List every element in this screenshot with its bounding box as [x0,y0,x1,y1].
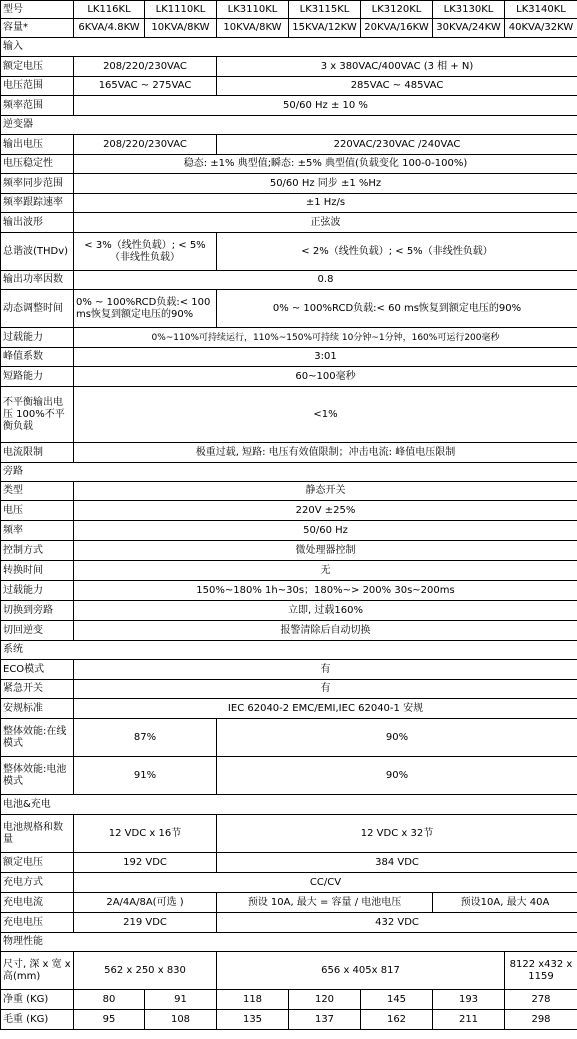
row-label: 电流限制 [1,443,74,463]
row-label: 控制方式 [1,541,74,561]
value-cell: 预设10A, 最大 40A [433,893,577,913]
table-row [1,155,577,174]
row-label: 类型 [1,482,74,501]
model-row [1,1,577,19]
row-label: 电池规格和数量 [1,815,74,853]
table-row [1,77,577,96]
value-cell: 220V ±25% [74,501,577,521]
value-cell: 120 [289,990,361,1010]
value-cell: 有 [74,680,577,699]
value-cell: 656 x 405x 817 [217,952,505,990]
value-cell: CC/CV [74,873,577,893]
value-cell: 2A/4A/8A(可选 ) [74,893,217,913]
row-label: 毛重 (KG) [1,1010,74,1030]
value-cell: 220VAC/230VAC /240VAC [217,135,577,155]
table-row [1,233,577,271]
value-cell: 219 VDC [74,913,217,933]
value-cell: 8122 x432 x 1159 [505,952,577,990]
value-cell: <1% [74,387,577,443]
model-cell: LK3140KL [505,1,577,19]
section-inverter: 逆变器 [1,116,577,135]
table-row [1,699,577,719]
section-row [1,933,577,952]
section-bypass: 旁路 [1,463,577,482]
row-label: 输出电压 [1,135,74,155]
section-row [1,463,577,482]
row-label: 频率同步范围 [1,174,74,194]
value-cell: 162 [361,1010,433,1030]
value-cell: 137 [289,1010,361,1030]
capacity-cell: 15KVA/12KW [289,19,361,38]
model-cell: LK3115KL [289,1,361,19]
value-cell: 135 [217,1010,289,1030]
row-label: 尺寸, 深 x 宽 x 高(mm) [1,952,74,990]
table-row [1,367,577,387]
table-row [1,135,577,155]
row-label: 电压稳定性 [1,155,74,174]
value-cell: 91% [74,757,217,795]
value-cell: 384 VDC [217,853,577,873]
value-cell: 50/60 Hz ± 10 % [74,96,577,116]
value-cell: IEC 62040-2 EMC/EMI,IEC 62040-1 安规 [74,699,577,719]
table-row [1,680,577,699]
model-cell: LK3120KL [361,1,433,19]
value-cell: 108 [145,1010,217,1030]
model-cell: LK3130KL [433,1,505,19]
value-cell: 静态开关 [74,482,577,501]
value-cell: 208/220/230VAC [74,135,217,155]
table-row [1,561,577,581]
table-row [1,853,577,873]
value-cell: 正弦波 [74,213,577,233]
capacity-cell: 10KVA/8KW [217,19,289,38]
table-row [1,271,577,290]
value-cell: 50/60 Hz 同步 ±1 %Hz [74,174,577,194]
row-label: 短路能力 [1,367,74,387]
value-cell: 0% ~ 100%RCD负载:< 60 ms恢复到额定电压的90% [217,290,577,328]
value-cell: 193 [433,990,505,1010]
table-row [1,893,577,913]
row-label: 动态调整时间 [1,290,74,328]
row-label: 频率范围 [1,96,74,116]
value-cell: 无 [74,561,577,581]
table-row [1,601,577,621]
value-cell: < 2%（线性负载）; < 5%（非线性负载） [217,233,577,271]
section-row [1,38,577,57]
value-cell: 165VAC ~ 275VAC [74,77,217,96]
value-cell: 145 [361,990,433,1010]
row-label: 净重 (KG) [1,990,74,1010]
value-cell: 192 VDC [74,853,217,873]
row-label: 切换到旁路 [1,601,74,621]
table-row [1,719,577,757]
section-row [1,795,577,815]
table-row [1,952,577,990]
section-input: 输入 [1,38,577,57]
model-cell: LK3110KL [217,1,289,19]
value-cell: 90% [217,719,577,757]
model-cell: LK1110KL [145,1,217,19]
value-cell: 432 VDC [217,913,577,933]
capacity-cell: 20KVA/16KW [361,19,433,38]
value-cell: 3:01 [74,348,577,367]
table-row [1,581,577,601]
value-cell: 12 VDC x 32节 [217,815,577,853]
row-label: 过载能力 [1,328,74,348]
row-label: 峰值系数 [1,348,74,367]
value-cell: 报警清除后自动切换 [74,621,577,641]
table-row [1,174,577,194]
row-label: 电压范围 [1,77,74,96]
row-label: 总谐波(THDv) [1,233,74,271]
value-cell: 0%~110%可持续运行，110%~150%可持续 10分钟~1分钟，160%可运行200毫秒 [74,328,577,348]
value-cell: 预设 10A, 最大 = 容量 / 电池电压 [217,893,433,913]
row-label: 额定电压 [1,57,74,77]
value-cell: 80 [74,990,145,1010]
value-cell: < 3%（线性负载）; < 5%（非线性负载） [74,233,217,271]
capacity-cell: 6KVA/4.8KW [74,19,145,38]
row-label: 安规标准 [1,699,74,719]
table-row [1,213,577,233]
section-physical: 物理性能 [1,933,577,952]
row-label: 整体效能:电池模式 [1,757,74,795]
value-cell: 285VAC ~ 485VAC [217,77,577,96]
table-row [1,660,577,680]
row-label: 转换时间 [1,561,74,581]
table-row [1,873,577,893]
row-label: ECO模式 [1,660,74,680]
table-row [1,482,577,501]
row-label: 充电电流 [1,893,74,913]
row-label: 频率 [1,521,74,541]
model-cell: LK116KL [74,1,145,19]
row-label: 过载能力 [1,581,74,601]
table-row [1,501,577,521]
value-cell: 0% ~ 100%RCD负载:< 100 ms恢复到额定电压的90% [74,290,217,328]
row-label: 频率跟踪速率 [1,194,74,213]
table-row [1,387,577,443]
value-cell: 278 [505,990,577,1010]
row-label: 充电电压 [1,913,74,933]
value-cell: 12 VDC x 16节 [74,815,217,853]
table-row [1,328,577,348]
table-row [1,290,577,328]
value-cell: 91 [145,990,217,1010]
table-row [1,57,577,77]
row-label: 充电方式 [1,873,74,893]
value-cell: 微处理器控制 [74,541,577,561]
table-row [1,194,577,213]
section-row [1,641,577,660]
value-cell: 0.8 [74,271,577,290]
table-row [1,348,577,367]
row-label: 输出波形 [1,213,74,233]
section-system: 系统 [1,641,577,660]
row-label: 整体效能:在线模式 [1,719,74,757]
value-cell: 150%~180% 1h~30s；180%~> 200% 30s~200ms [74,581,577,601]
value-cell: 立即, 过载160% [74,601,577,621]
table-row [1,815,577,853]
row-label: 额定电压 [1,853,74,873]
value-cell: 95 [74,1010,145,1030]
value-cell: 50/60 Hz [74,521,577,541]
table-row [1,757,577,795]
value-cell: 3 x 380VAC/400VAC (3 相 + N) [217,57,577,77]
capacity-cell: 40KVA/32KW [505,19,577,38]
section-battery: 电池&充电 [1,795,577,815]
table-row [1,96,577,116]
table-row [1,913,577,933]
capacity-cell: 10KVA/8KW [145,19,217,38]
section-row [1,116,577,135]
net-weight-row [1,990,577,1010]
row-label: 切回逆变 [1,621,74,641]
row-label: 电压 [1,501,74,521]
row-label: 紧急开关 [1,680,74,699]
value-cell: 87% [74,719,217,757]
value-cell: 90% [217,757,577,795]
value-cell: 118 [217,990,289,1010]
row-label: 不平衡输出电压 100%不平衡负载 [1,387,74,443]
capacity-label: 容量* [1,19,74,38]
value-cell: 稳态: ±1% 典型值;瞬态: ±5% 典型值(负载变化 100-0-100%) [74,155,577,174]
value-cell: 208/220/230VAC [74,57,217,77]
capacity-row [1,19,577,38]
model-label: 型号 [1,1,74,19]
value-cell: 极重过载, 短路: 电压有效值限制；冲击电流: 峰值电压限制 [74,443,577,463]
value-cell: 有 [74,660,577,680]
value-cell: 211 [433,1010,505,1030]
row-label: 输出功率因数 [1,271,74,290]
table-row [1,521,577,541]
table-row [1,541,577,561]
value-cell: 562 x 250 x 830 [74,952,217,990]
table-row [1,621,577,641]
table-row [1,443,577,463]
capacity-cell: 30KVA/24KW [433,19,505,38]
value-cell: 60~100毫秒 [74,367,577,387]
gross-weight-row [1,1010,577,1030]
value-cell: ±1 Hz/s [74,194,577,213]
value-cell: 298 [505,1010,577,1030]
